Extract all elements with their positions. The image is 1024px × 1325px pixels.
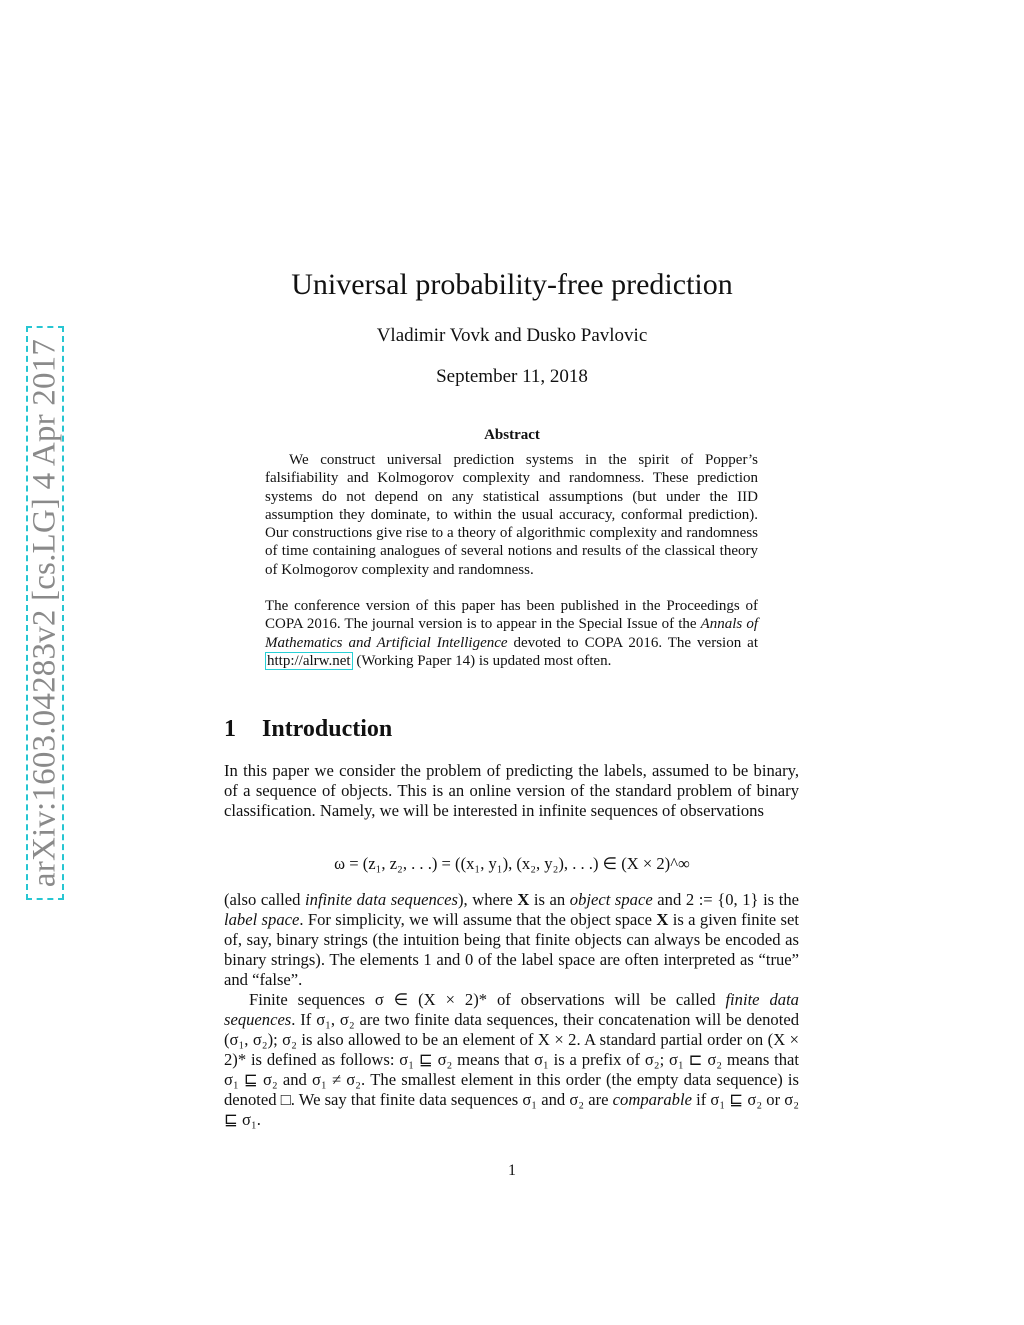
display-equation: ω = (z₁, z₂, . . .) = ((x₁, y₁), (x₂, y₂), . . .) ∈ (X × 2)^∞ [334, 854, 690, 873]
journal-name: Annals of Mathematics and Artificial Intelligence [265, 616, 758, 651]
abstract-paragraph-2: The conference version of this paper has been published in the Proceedings of COPA 2016. The journal version is to appear in the Special Issue of the Annals of Mathematics and Artificial Intelligence devoted to COPA 2016. The version at http://alrw.net (Working Paper 14) is updated most often. [265, 598, 758, 669]
section-number: 1 [224, 716, 236, 742]
paper-authors: Vladimir Vovk and Dusko Pavlovic [376, 325, 648, 346]
abstract-heading: Abstract [484, 427, 540, 443]
paper-date: September 11, 2018 [436, 366, 588, 387]
intro-paragraph-1: In this paper we consider the problem of predicting the labels, assumed to be binary, of a sequence of objects. This is an online version of the standard problem of binary classification. Namely, we will be interested in infinite sequences of observations [224, 761, 799, 820]
paper-title: Universal probability-free prediction [291, 268, 733, 301]
intro-paragraph-2: (also called infinite data sequences), where X is an object space and 2 := {0, 1} is the label space. For simplicity, we will assume that the object space X is a given finite set of, say, binary strings (the intuition being that finite objects can always be encoded as binary strings). The elements 1 and 0 of the label space are often interpreted as “true” and “false”. [224, 890, 799, 989]
section-heading [224, 716, 392, 743]
section-title: Introduction [262, 716, 393, 742]
arxiv-identifier: arXiv:1603.04283v2 [cs.LG] 4 Apr 2017 [26, 338, 63, 888]
alrw-link[interactable]: http://alrw.net [267, 652, 351, 669]
page-number: 1 [508, 1162, 516, 1179]
intro-paragraph-3: Finite sequences σ ∈ (X × 2)* of observations will be called finite data sequences. If σ₁, σ₂ are two finite data sequences, their concatenation will be denoted (σ₁, σ₂); σ₂ is also allowed to be an element of X × 2. A standard partial order on (X × 2)* is defined as follows: σ₁ ⊑ σ₂ means that σ₁ is a prefix of σ₂; σ₁ ⊏ σ₂ means that σ₁ ⊑ σ₂ and σ₁ ≠ σ₂. The smallest element in this order (the empty data sequence) is denoted □. We say that finite data sequences σ₁ and σ₂ are comparable if σ₁ ⊑ σ₂ or σ₂ ⊑ σ₁. [224, 990, 799, 1129]
abstract-paragraph-1: We construct universal prediction systems in the spirit of Popper’s falsifiability and Kolmogorov complexity and randomness. These prediction systems do not depend on any statistical assumptions (but under the IID assumption they dominate, to within the usual accuracy, conformal prediction). Our constructions give rise to a theory of algorithmic complexity and randomness of time containing analogues of several notions and results of the classical theory of Kolmogorov complexity and randomness. [265, 452, 758, 578]
